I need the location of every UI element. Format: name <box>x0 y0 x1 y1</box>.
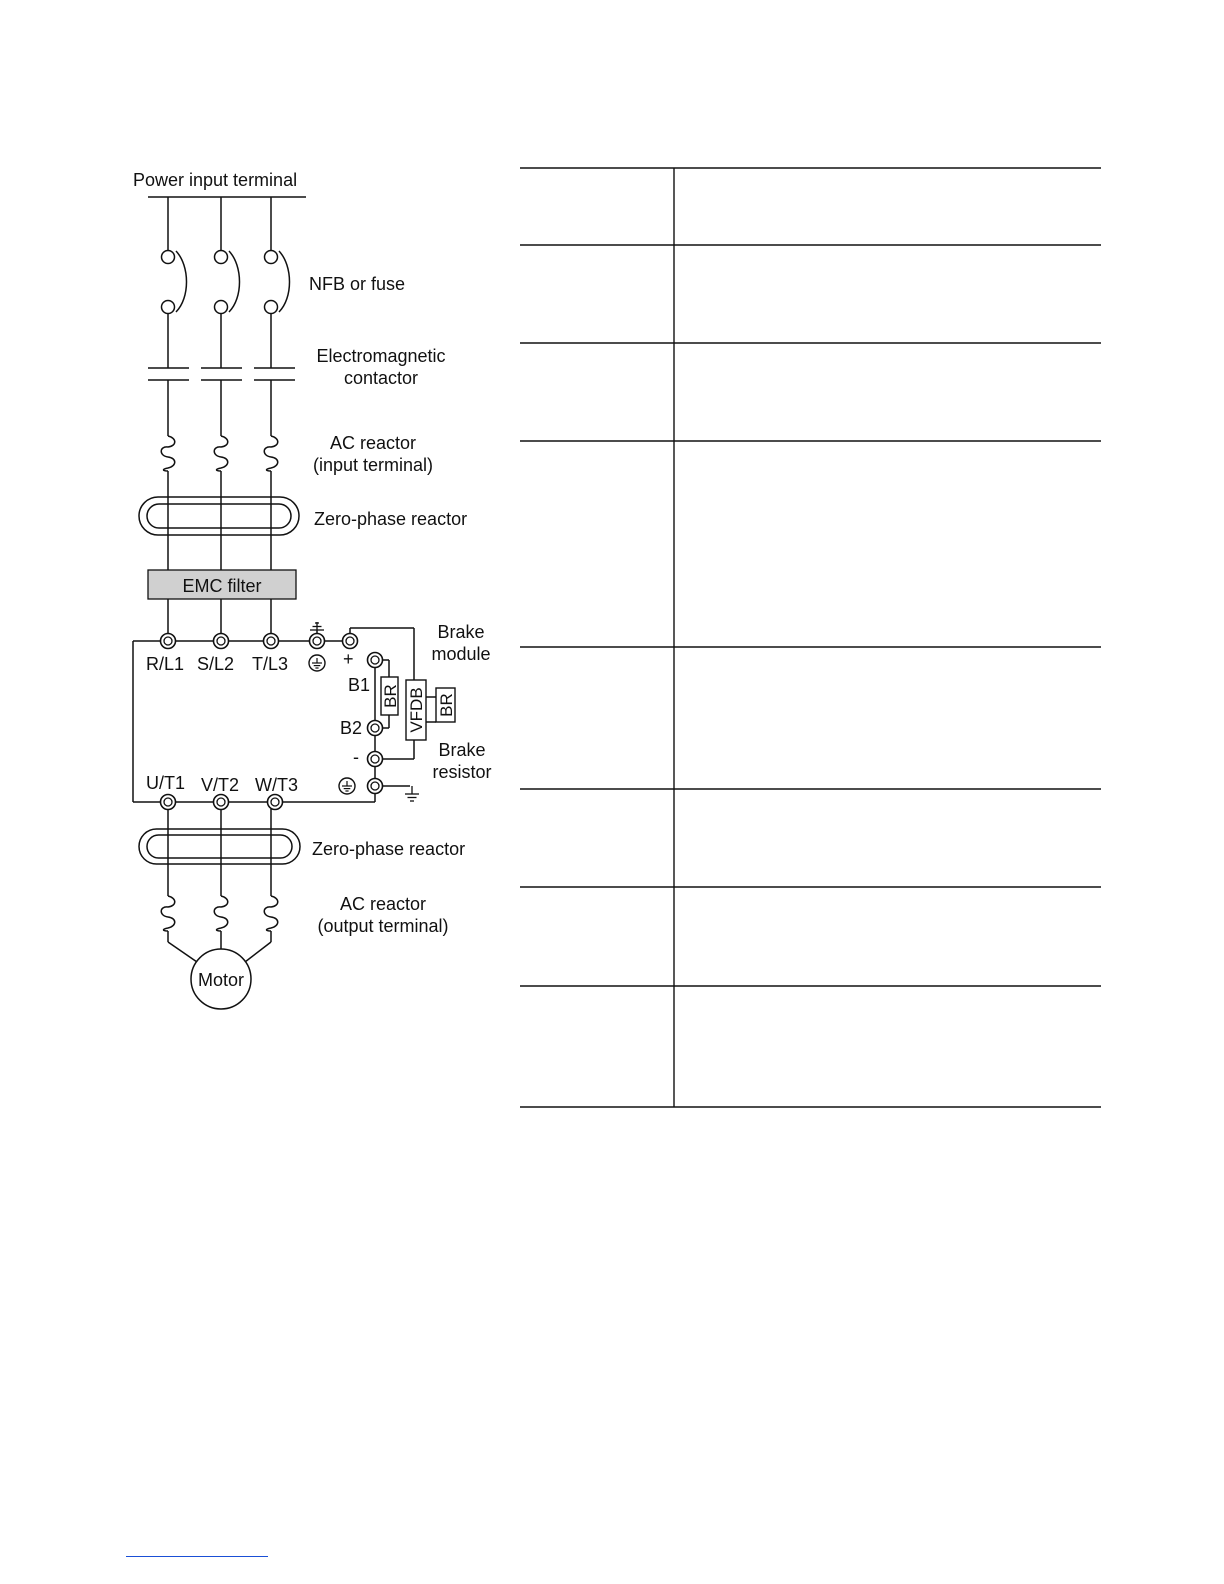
power-input-label: Power input terminal <box>133 170 298 190</box>
terminal-vt2-label: V/T2 <box>201 775 240 795</box>
zero-phase-reactor-top <box>139 497 299 535</box>
b2-terminal-label: B2 <box>340 718 363 738</box>
nfb-label: NFB or fuse <box>309 274 406 294</box>
brake-resistor-label-line1: Brake <box>438 740 486 760</box>
nfb-fuse-symbols <box>162 251 290 314</box>
ac-reactor-output-label-line1: AC reactor <box>339 894 427 914</box>
ac-reactor-input-coils <box>161 436 278 471</box>
terminal-ut1-label: U/T1 <box>146 773 186 793</box>
top-ground-terminal <box>309 622 325 671</box>
b1-terminal-label: B1 <box>348 675 371 695</box>
brake-resistor-label-line2: resistor <box>432 762 492 782</box>
brake-module-label-line1: Brake <box>437 622 485 642</box>
terminal-sl2-label: S/L2 <box>197 654 235 674</box>
ac-reactor-input-label-line1: AC reactor <box>329 433 417 453</box>
contactor-label-line1: Electromagnetic <box>316 346 446 366</box>
external-brake-resistor-label: BR <box>437 693 456 717</box>
output-lines <box>168 809 271 962</box>
contactor-label-line2: contactor <box>343 368 419 388</box>
brake-module-label-line2: module <box>431 644 491 664</box>
terminal-tl3-label: T/L3 <box>252 654 289 674</box>
minus-terminal-label: - <box>353 747 359 767</box>
ac-reactor-output-label-line2: (output terminal) <box>317 916 449 936</box>
zero-phase-reactor-bottom <box>139 829 300 864</box>
motor-label: Motor <box>197 970 245 990</box>
ac-reactor-output-coils <box>161 896 278 931</box>
terminal-rl1-label: R/L1 <box>146 654 185 674</box>
ac-reactor-input-label-line2: (input terminal) <box>312 455 434 475</box>
brake-resistor-b1b2-label: BR <box>381 684 400 708</box>
footer-divider-line <box>126 1556 268 1557</box>
description-table <box>520 168 1101 1107</box>
plus-terminal-label: + <box>343 649 354 669</box>
vfdb-label: VFDB <box>407 687 426 733</box>
zero-phase-bottom-label: Zero-phase reactor <box>312 839 466 859</box>
emc-filter-label: EMC filter <box>182 576 262 596</box>
zero-phase-top-label: Zero-phase reactor <box>314 509 468 529</box>
contactor-symbols <box>148 368 295 380</box>
terminal-wt3-label: W/T3 <box>255 775 298 795</box>
